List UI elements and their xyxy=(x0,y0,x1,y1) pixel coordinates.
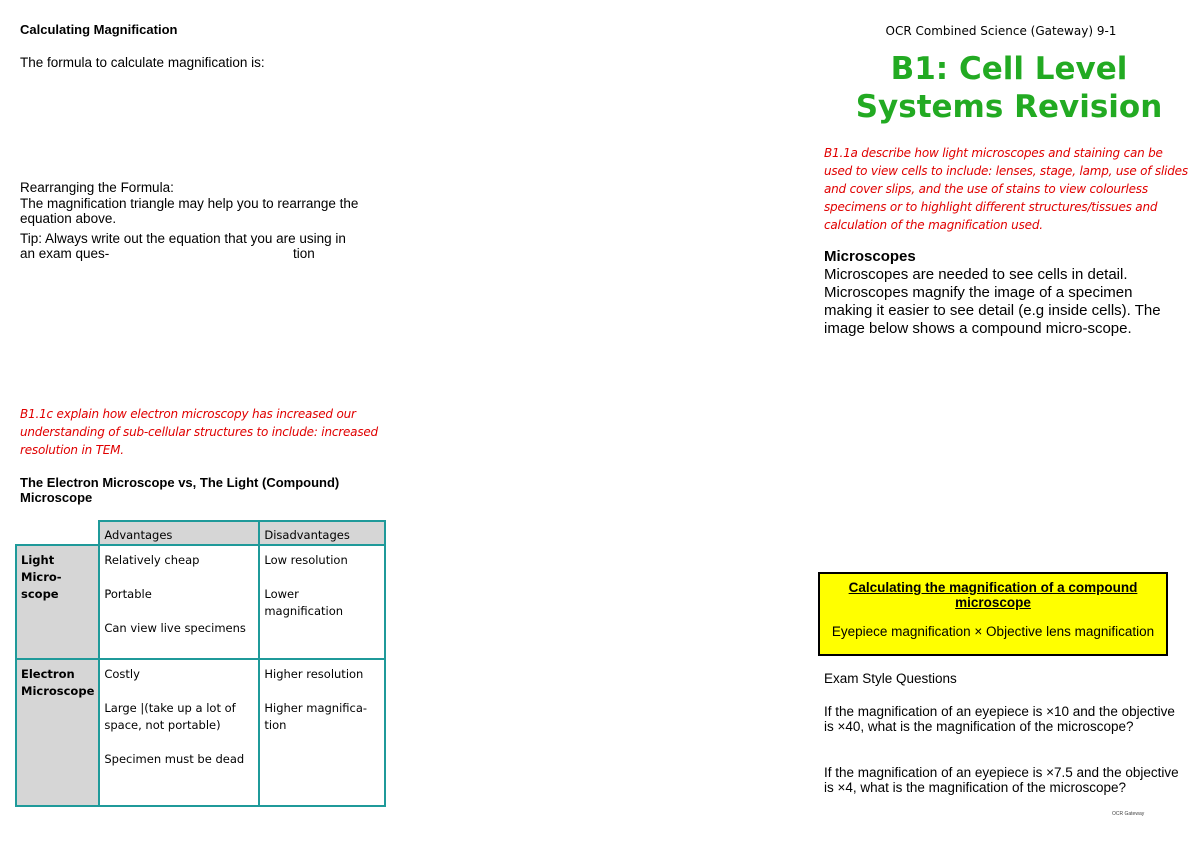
table-cell: Low resolution xyxy=(264,553,348,567)
row-label-electron: Electron Microscope xyxy=(16,659,99,806)
header-advantages: Advantages xyxy=(99,521,259,545)
microscopes-heading: Microscopes xyxy=(824,248,916,265)
table-cell: Large |(take up a lot of space, not portable) xyxy=(104,701,236,732)
microscopes-text: Microscopes are needed to see cells in detail. Microscopes magnify the image of a specimen making it easier to see detail (e.g inside cells). The image below shows a compound micro-scope. xyxy=(824,266,1161,337)
spec-b11c: B1.1c explain how electron microscopy has increased our understanding of sub-cellular structures to include: increased resolution in TEM. xyxy=(20,407,378,457)
question-2: If the magnification of an eyepiece is ×7.5 and the objective is ×4, what is the magnification of the microscope? xyxy=(824,765,1179,795)
box-formula: Eyepiece magnification × Objective lens magnification xyxy=(831,624,1155,639)
magnification-formula-box xyxy=(818,572,1168,656)
tip-line-1: Tip: Always write out the equation that you are using in xyxy=(20,231,346,246)
box-title: Calculating the magnification of a compound microscope xyxy=(848,580,1138,610)
table-cell: Higher resolution xyxy=(264,667,364,681)
course-name: OCR Combined Science (Gateway) 9-1 xyxy=(885,24,1117,38)
comparison-table xyxy=(15,520,386,807)
question-1: If the magnification of an eyepiece is ×10 and the objective is ×40, what is the magnification of the microscope? xyxy=(824,704,1175,734)
rearranging-text: The magnification triangle may help you to rearrange the equation above. xyxy=(20,196,359,226)
electron-disadvantages xyxy=(259,659,385,806)
footer-text: OCR Gateway xyxy=(1112,811,1145,817)
magnification-heading: Calculating Magnification xyxy=(20,22,178,37)
table-cell: Can view live specimens xyxy=(104,621,246,635)
table-cell: Costly xyxy=(104,667,140,681)
rearranging-title: Rearranging the Formula: xyxy=(20,180,174,195)
header-disadvantages: Disadvantages xyxy=(259,521,385,545)
row-label-light: Light Micro-scope xyxy=(16,545,99,659)
formula-intro: The formula to calculate magnification is: xyxy=(20,55,265,70)
tip-line-2b: tion xyxy=(293,246,315,261)
table-cell: Higher magnifica-tion xyxy=(264,701,368,732)
tip-line-2a: an exam ques- xyxy=(20,246,110,261)
table-cell: Specimen must be dead xyxy=(104,752,245,766)
exam-heading: Exam Style Questions xyxy=(824,671,957,686)
table-cell: Relatively cheap xyxy=(104,553,200,567)
electron-advantages xyxy=(99,659,259,806)
table-corner xyxy=(16,521,99,545)
light-advantages xyxy=(99,545,259,659)
light-disadvantages xyxy=(259,545,385,659)
page-title: B1: Cell Level Systems Revision xyxy=(855,51,1163,125)
table-title: The Electron Microscope vs, The Light (Compound) Microscope xyxy=(20,475,340,505)
table-cell: Portable xyxy=(104,587,152,601)
table-cell: Lower magnification xyxy=(264,587,344,618)
spec-b11a: B1.1a describe how light microscopes and staining can be used to view cells to include: lenses, stage, lamp, use of slides and cover slips, and the use of stains to view colourless specimens or to highlight different structures/tissues and calculation of the magnification used. xyxy=(824,146,1188,232)
